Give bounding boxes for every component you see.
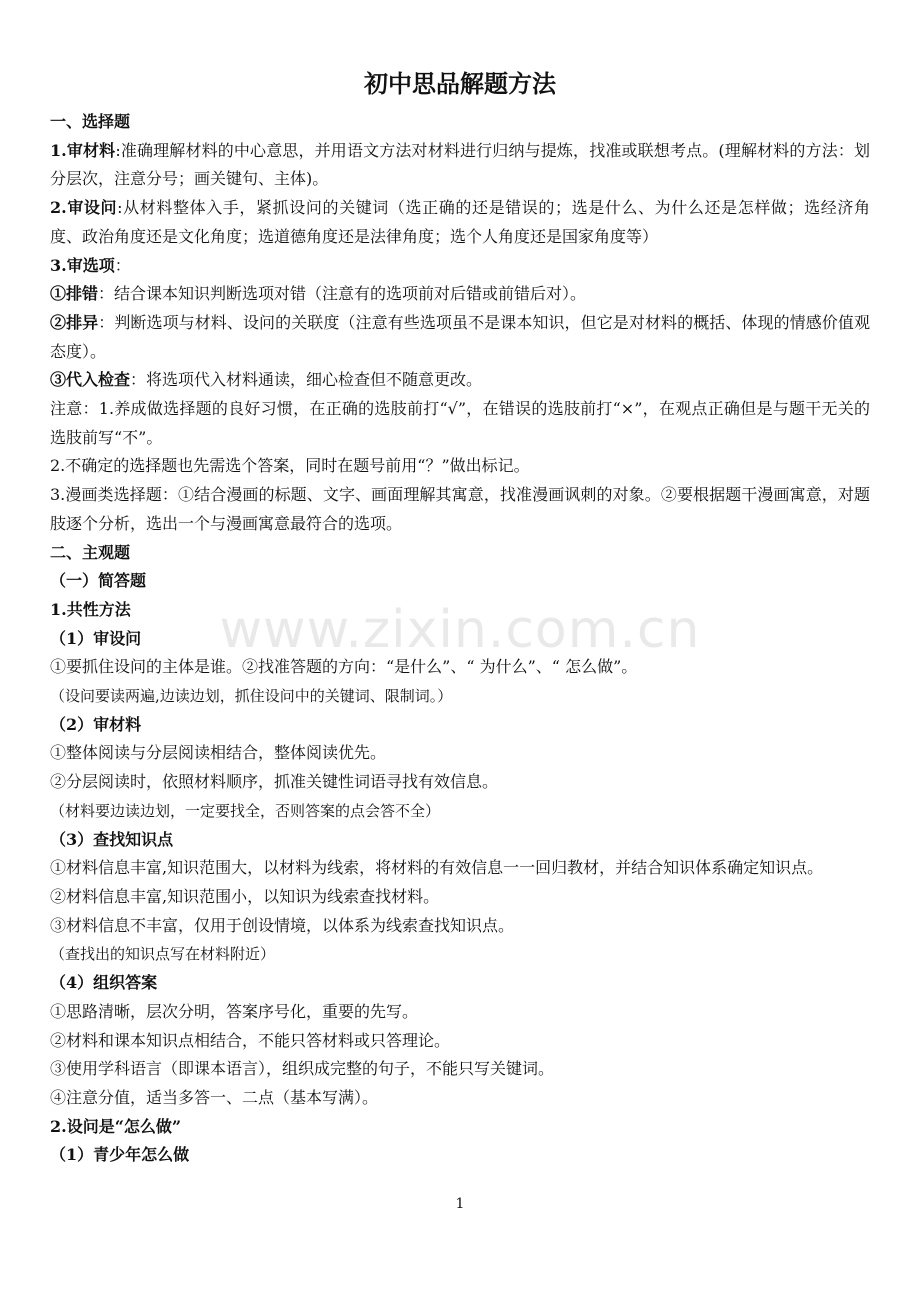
paragraph [50, 969, 870, 998]
paragraph [50, 739, 870, 768]
paragraph-heading: （1）青少年怎么做 [50, 1145, 190, 1165]
paragraph [50, 194, 870, 251]
paragraph-text: （材料要边读边划，一定要找全，否则答案的点会答不全） [50, 801, 441, 820]
paragraph [50, 625, 870, 654]
paragraph [50, 567, 870, 596]
paragraph [50, 854, 870, 883]
paragraph-text: （查找出的知识点写在材料附近） [50, 945, 276, 964]
paragraph [50, 883, 870, 912]
paragraph-text: ②材料信息丰富,知识范围小，以知识为线索查找材料。 [50, 886, 440, 906]
paragraph-heading: 2.审设问 [50, 198, 118, 218]
paragraph-heading: ②排异 [50, 312, 99, 332]
paragraph [50, 653, 870, 682]
paragraph [50, 137, 870, 194]
paragraph-text: ：将选项代入材料通读，细心检查但不随意更改。 [130, 370, 483, 390]
paragraph-text: ： [114, 255, 131, 275]
paragraph [50, 366, 870, 395]
paragraph [50, 797, 870, 826]
paragraph [50, 1055, 870, 1084]
paragraph-heading: 1.共性方法 [50, 599, 131, 619]
paragraph-heading: （1）审设问 [50, 628, 142, 648]
paragraph-heading: 一、选择题 [50, 112, 131, 131]
paragraph-text: ①要抓住设问的主体是谁。②找准答题的方向：“是什么”、“ 为什么”、“ 怎么做”。 [50, 657, 638, 677]
paragraph [50, 1113, 870, 1142]
paragraph [50, 280, 870, 309]
paragraph-heading: 2.设问是“怎么做” [50, 1116, 182, 1136]
paragraph-heading: ③代入检查 [50, 370, 131, 390]
paragraph-text: ：判断选项与材料、设问的关联度（注意有些选项虽不是课本知识，但它是对材料的概括、体现的情感价值观态度）。 [50, 312, 870, 361]
paragraph [50, 1084, 870, 1113]
paragraph-text: 3.漫画类选择题：①结合漫画的标题、文字、画面理解其寓意，找准漫画讽刺的对象。②要根据题干漫画寓意，对题肢逐个分析，选出一个与漫画寓意最符合的选项。 [50, 485, 870, 533]
paragraph [50, 309, 870, 366]
paragraph-heading: ①排错 [50, 284, 99, 304]
paragraph-text: :从材料整体入手，紧抓设问的关键词（选正确的还是错误的；选是什么、为什么还是怎样做；选经济角度、政治角度还是文化角度；选道德角度还是法律角度；选个人角度还是国家角度等） [50, 198, 870, 246]
paragraph-text: ：结合课本知识判断选项对错（注意有的选项前对后错或前错后对）。 [98, 284, 587, 304]
paragraph [50, 682, 870, 711]
page-title: 初中思品解题方法 [364, 69, 556, 98]
paragraph-text: ①材料信息丰富,知识范围大，以材料为线索，将材料的有效信息一一回归教材，并结合知识体系确定知识点。 [50, 858, 824, 878]
page-number: 1 [455, 1196, 465, 1212]
paragraph [50, 768, 870, 797]
paragraph [50, 826, 870, 855]
paragraph-text: ②分层阅读时，依照材料顺序，抓准关键性词语寻找有效信息。 [50, 772, 499, 792]
paragraph [50, 596, 870, 625]
paragraph-text: ③材料信息不丰富，仅用于创设情境，以体系为线索查找知识点。 [50, 915, 515, 935]
paragraph [50, 539, 870, 568]
paragraph [50, 481, 870, 538]
paragraph-text: ②材料和课本知识点相结合，不能只答材料或只答理论。 [50, 1030, 451, 1050]
paragraph-heading: （4）组织答案 [50, 973, 158, 993]
paragraph-heading: （3）查找知识点 [50, 829, 174, 849]
paragraph-text: ①思路清晰，层次分明，答案序号化，重要的先写。 [50, 1001, 419, 1021]
paragraph-text: ④注意分值，适当多答一、二点（基本写满）。 [50, 1087, 379, 1107]
paragraph [50, 1027, 870, 1056]
paragraph-text: 注意：1.养成做选择题的良好习惯，在正确的选肢前打“√”，在错误的选肢前打“×”，在观点正确但是与题干无关的选肢前写“不”。 [50, 399, 870, 447]
watermark: www.zixin.com.cn [219, 600, 701, 660]
paragraph [50, 940, 870, 969]
paragraph [50, 252, 870, 281]
paragraph-text: （设问要读两遍,边读边划，抓住设问中的关键词、限制词。） [50, 687, 453, 706]
paragraph-heading: 二、主观题 [50, 542, 131, 562]
paragraph [50, 108, 870, 137]
paragraph-text: 2.不确定的选择题也先需选个答案，同时在题号前用“？”做出标记。 [50, 456, 530, 476]
paragraph [50, 452, 870, 481]
paragraph-heading: （一）简答题 [50, 571, 147, 591]
paragraph-heading: 1.审材料 [50, 140, 116, 160]
paragraph-text: :准确理解材料的中心意思，并用语文方法对材料进行归纳与提炼，找准或联想考点。(理解材料的方法：划分层次，注意分号；画关键句、主体)。 [50, 140, 870, 189]
paragraph-heading: 3.审选项 [50, 255, 115, 275]
paragraph [50, 395, 870, 452]
paragraph [50, 1141, 870, 1170]
paragraph-text: ③使用学科语言（即课本语言），组织成完整的句子，不能只写关键词。 [50, 1059, 555, 1079]
paragraph [50, 711, 870, 740]
paragraph [50, 912, 870, 941]
paragraph-text: ①整体阅读与分层阅读相结合，整体阅读优先。 [50, 743, 387, 763]
paragraph [50, 998, 870, 1027]
document-body [50, 108, 870, 1170]
paragraph-heading: （2）审材料 [50, 714, 142, 734]
